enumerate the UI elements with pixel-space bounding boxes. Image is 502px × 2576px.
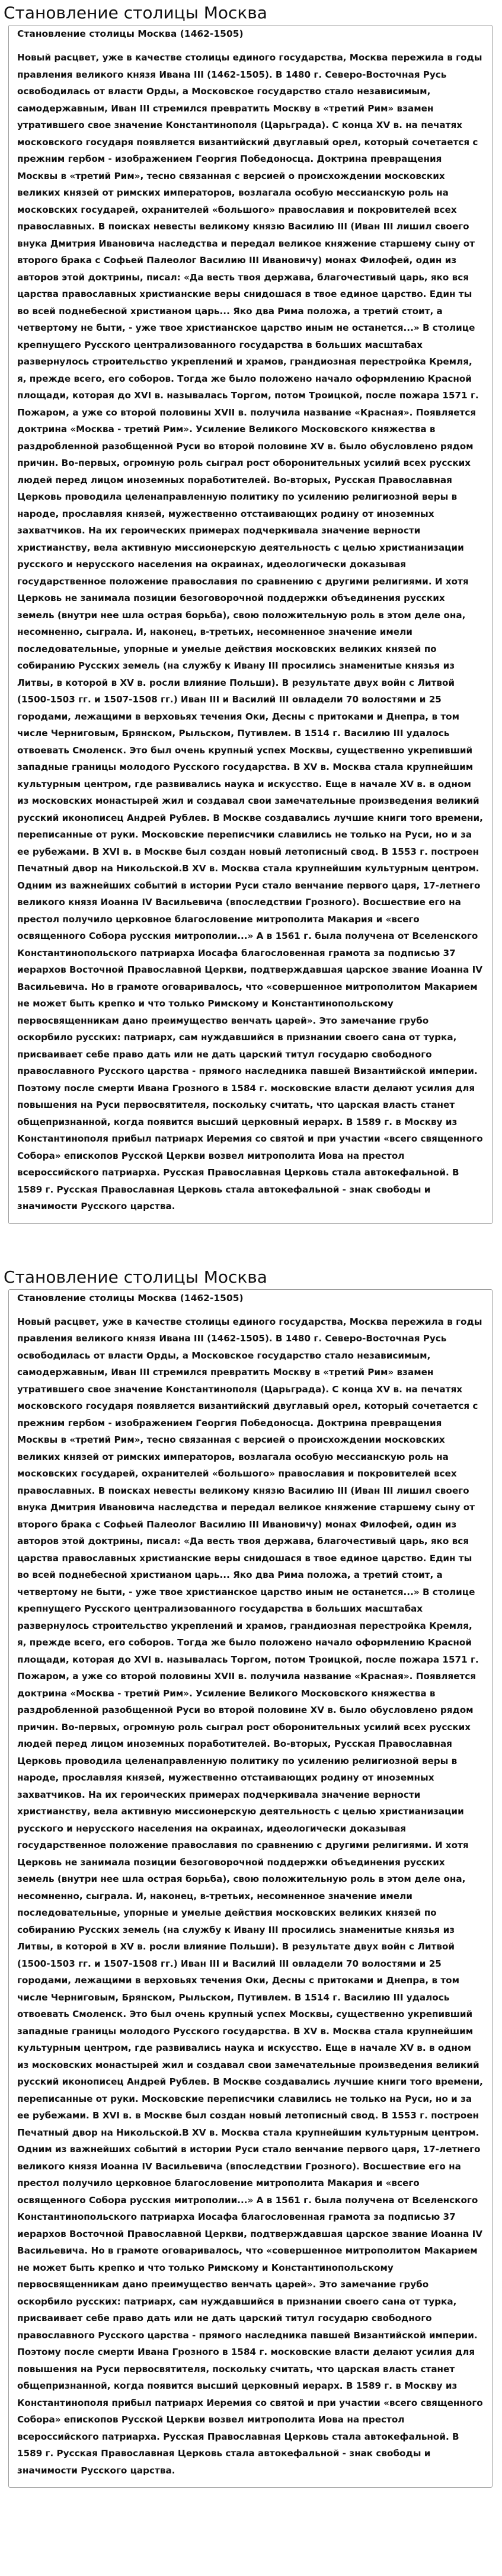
article-title: Становление столицы Москва (1462-1505) (17, 1292, 244, 1303)
article-body: Новый расцвет, уже в качестве столицы единого государства, Москва пережила в годы правления великого князя Ивана III (1462-1505). В 1480 г. Северо-Восточная Русь освободилась от власти Орды, а Московское государство стало независимым, самодержавным, Иван III стремился превратить Москву в «третий Рим» взамен утратившего свое значение Константинополя (Царьграда). С конца XV в. на печатях московского государя появляется византийский двуглавый орел, который сочетается с прежним гербом - изображением Георгия Победоносца. Доктрина превращения Москвы в «третий Рим», тесно связанная с версией о происхождении московских великих князей от римских императоров, возлагала особую мессианскую роль на московских государей, охранителей «большого» православия и покровителей всех православных. В поисках невесты великому князю Василию III (Иван III лишил своего внука Дмитрия Ивановича наследства и передал великое княжение старшему сыну от второго брака с Софьей Палеолог Василию III Ивановичу) монах Филофей, один из авторов этой доктрины, писал: «Да весть твоя держава, благочестивый царь, яко вся царства православных христианские веры снидошася в твое единое царство. Един ты во всей поднебесной христианом царь... Яко два Рима положа, а третий стоит, а четвертому не быти, - уже твое христианское царство иным не останется...» В столице крепнущего Русского централизованного государства в больших масштабах развернулось строительство укреплений и храмов, грандиозная перестройка Кремля, я, прежде всего, его соборов. Тогда же было положено начало оформлению Красной площади, которая до XVI в. называлась Торгом, потом Троицкой, после пожара 1571 г. Пожаром, а уже со второй половины XVII в. получила название «Красная». Появляется доктрина «Москва - третий Рим». Усиление Великого Московского княжества в раздробленной разобщенной Руси во второй половине XV в. было обусловлено рядом причин. Во-первых, огромную роль сыграл рост оборонительных усилий всех русских людей перед лицом иноземных поработителей. Во-вторых, Русская Православная Церковь проводила целенаправленную политику по усилению религиозной веры в народе, прославляя князей, мужественно отстаивающих родину от иноземных захватчиков. На их героических примерах подчеркивала значение верности христианству, вела активную миссионерскую деятельность с целью христианизации русского и нерусского населения на окраинах, идеологически доказывая государственное положение православия по сравнению с другими религиями. И хотя Церковь не занимала позиции безоговорочной поддержки объединения русских земель (внутри нее шла острая борьба), свою положительную роль в этом деле она, несомненно, сыграла. И, наконец, в-третьих, несомненное значение имели последовательные, упорные и умелые действия московских великих князей по собиранию Русских земель (на службу к Ивану III просились знаменитые князья из Литвы, в которой в XV в. росли влияние Польши). В результате двух войн с Литвой (1500-1503 гг. и 1507-1508 гг.) Иван III и Василий III овладели 70 волостями и 25 городами, лежащими в верховьях течения Оки, Десны с притоками и Днепра, в том числе Черниговым, Брянском, Рыльском, Путивлем. В 1514 г. Василию III удалось отвоевать Смоленск. Это был очень крупный успех Москвы, существенно укрепивший западные границы молодого Русского государства. В XV в. Москва стала крупнейшим культурным центром, где развивались наука и искусство. Еще в начале XV в. в одном из московских монастырей жил и создавал свои замечательные произведения великий русский иконописец Андрей Рублев. В Москве создавались лучшие книги того времени, переписанные от руки. Московские переписчики славились не только на Руси, но и за ее рубежами. В XVI в. в Москве был создан новый летописный свод. В 1553 г. построен Печатный двор на Никольской.В XV в. Москва стала крупнейшим культурным центром. Одним из важнейших событий в истории Руси стало венчание первого царя, 17-летнего великого князя Иоанна IV Васильевича (впоследствии Грозного). Восшествие его на престол получило церковное благословение митрополита Макария и «всего освященного Собора русския митрополии...» А в 1561 г. была получена от Вселенского Константинопольского патриарха Иосафа благословенная грамота за подписью 37 иерархов Восточной Православной Церкви, подтверждавшая царское звание Иоанна IV Васильевича. Но в грамоте оговаривалось, что «совершенное митрополитом Макарием не может быть крепко и что только Римскому и Константинопольскому первосвященникам дано преимущество венчать царей». Это замечание грубо оскорбило русских: патриарх, сам нуждавшийся в признании своего сана от турка, присваивает себе право дать или не дать царский титул государю свободного православного Русского царства - прямого наследника павшей Византийской империи. Поэтому после смерти Ивана Грозного в 1584 г. московские власти делают усилия для повышения на Руси первосвятителя, поскольку считать, что царская власть станет общепризнанной, когда появится высший церковный иерарх. В 1589 г. в Москву из Константинополя прибыл патриарх Иеремия со святой и при участии «всего священного Собора» епископов Русской Церкви возвел митрополита Иова на престол всероссийского патриарха. Русская Православная Церковь стала автокефальной. В 1589 г. Русская Православная Церковь стала автокефальной - знак свободы и значимости Русского царства. (17, 1316, 483, 2476)
article-card (8, 1289, 493, 2488)
section-spacer (0, 1224, 502, 1265)
section-heading: Становление столицы Москва (4, 3, 267, 23)
article-section-2 (0, 1265, 502, 2488)
article-card (8, 25, 493, 1224)
section-heading: Становление столицы Москва (4, 1267, 267, 1287)
article-section-1 (0, 1, 502, 1224)
article-title: Становление столицы Москва (1462-1505) (17, 28, 244, 39)
article-body: Новый расцвет, уже в качестве столицы единого государства, Москва пережила в годы правления великого князя Ивана III (1462-1505). В 1480 г. Северо-Восточная Русь освободилась от власти Орды, а Московское государство стало независимым, самодержавным, Иван III стремился превратить Москву в «третий Рим» взамен утратившего свое значение Константинополя (Царьграда). С конца XV в. на печатях московского государя появляется византийский двуглавый орел, который сочетается с прежним гербом - изображением Георгия Победоносца. Доктрина превращения Москвы в «третий Рим», тесно связанная с версией о происхождении московских великих князей от римских императоров, возлагала особую мессианскую роль на московских государей, охранителей «большого» православия и покровителей всех православных. В поисках невесты великому князю Василию III (Иван III лишил своего внука Дмитрия Ивановича наследства и передал великое княжение старшему сыну от второго брака с Софьей Палеолог Василию III Ивановичу) монах Филофей, один из авторов этой доктрины, писал: «Да весть твоя держава, благочестивый царь, яко вся царства православных христианские веры снидошася в твое единое царство. Един ты во всей поднебесной христианом царь... Яко два Рима положа, а третий стоит, а четвертому не быти, - уже твое христианское царство иным не останется...» В столице крепнущего Русского централизованного государства в больших масштабах развернулось строительство укреплений и храмов, грандиозная перестройка Кремля, я, прежде всего, его соборов. Тогда же было положено начало оформлению Красной площади, которая до XVI в. называлась Торгом, потом Троицкой, после пожара 1571 г. Пожаром, а уже со второй половины XVII в. получила название «Красная». Появляется доктрина «Москва - третий Рим». Усиление Великого Московского княжества в раздробленной разобщенной Руси во второй половине XV в. было обусловлено рядом причин. Во-первых, огромную роль сыграл рост оборонительных усилий всех русских людей перед лицом иноземных поработителей. Во-вторых, Русская Православная Церковь проводила целенаправленную политику по усилению религиозной веры в народе, прославляя князей, мужественно отстаивающих родину от иноземных захватчиков. На их героических примерах подчеркивала значение верности христианству, вела активную миссионерскую деятельность с целью христианизации русского и нерусского населения на окраинах, идеологически доказывая государственное положение православия по сравнению с другими религиями. И хотя Церковь не занимала позиции безоговорочной поддержки объединения русских земель (внутри нее шла острая борьба), свою положительную роль в этом деле она, несомненно, сыграла. И, наконец, в-третьих, несомненное значение имели последовательные, упорные и умелые действия московских великих князей по собиранию Русских земель (на службу к Ивану III просились знаменитые князья из Литвы, в которой в XV в. росли влияние Польши). В результате двух войн с Литвой (1500-1503 гг. и 1507-1508 гг.) Иван III и Василий III овладели 70 волостями и 25 городами, лежащими в верховьях течения Оки, Десны с притоками и Днепра, в том числе Черниговым, Брянском, Рыльском, Путивлем. В 1514 г. Василию III удалось отвоевать Смоленск. Это был очень крупный успех Москвы, существенно укрепивший западные границы молодого Русского государства. В XV в. Москва стала крупнейшим культурным центром, где развивались наука и искусство. Еще в начале XV в. в одном из московских монастырей жил и создавал свои замечательные произведения великий русский иконописец Андрей Рублев. В Москве создавались лучшие книги того времени, переписанные от руки. Московские переписчики славились не только на Руси, но и за ее рубежами. В XVI в. в Москве был создан новый летописный свод. В 1553 г. построен Печатный двор на Никольской.В XV в. Москва стала крупнейшим культурным центром. Одним из важнейших событий в истории Руси стало венчание первого царя, 17-летнего великого князя Иоанна IV Васильевича (впоследствии Грозного). Восшествие его на престол получило церковное благословение митрополита Макария и «всего освященного Собора русския митрополии...» А в 1561 г. была получена от Вселенского Константинопольского патриарха Иосафа благословенная грамота за подписью 37 иерархов Восточной Православной Церкви, подтверждавшая царское звание Иоанна IV Васильевича. Но в грамоте оговаривалось, что «совершенное митрополитом Макарием не может быть крепко и что только Римскому и Константинопольскому первосвященникам дано преимущество венчать царей». Это замечание грубо оскорбило русских: патриарх, сам нуждавшийся в признании своего сана от турка, присваивает себе право дать или не дать царский титул государю свободного православного Русского царства - прямого наследника павшей Византийской империи. Поэтому после смерти Ивана Грозного в 1584 г. московские власти делают усилия для повышения на Руси первосвятителя, поскольку считать, что царская власть станет общепризнанной, когда появится высший церковный иерарх. В 1589 г. в Москву из Константинополя прибыл патриарх Иеремия со святой и при участии «всего священного Собора» епископов Русской Церкви возвел митрополита Иова на престол всероссийского патриарха. Русская Православная Церковь стала автокефальной. В 1589 г. Русская Православная Церковь стала автокефальной - знак свободы и значимости Русского царства. (17, 52, 483, 1212)
